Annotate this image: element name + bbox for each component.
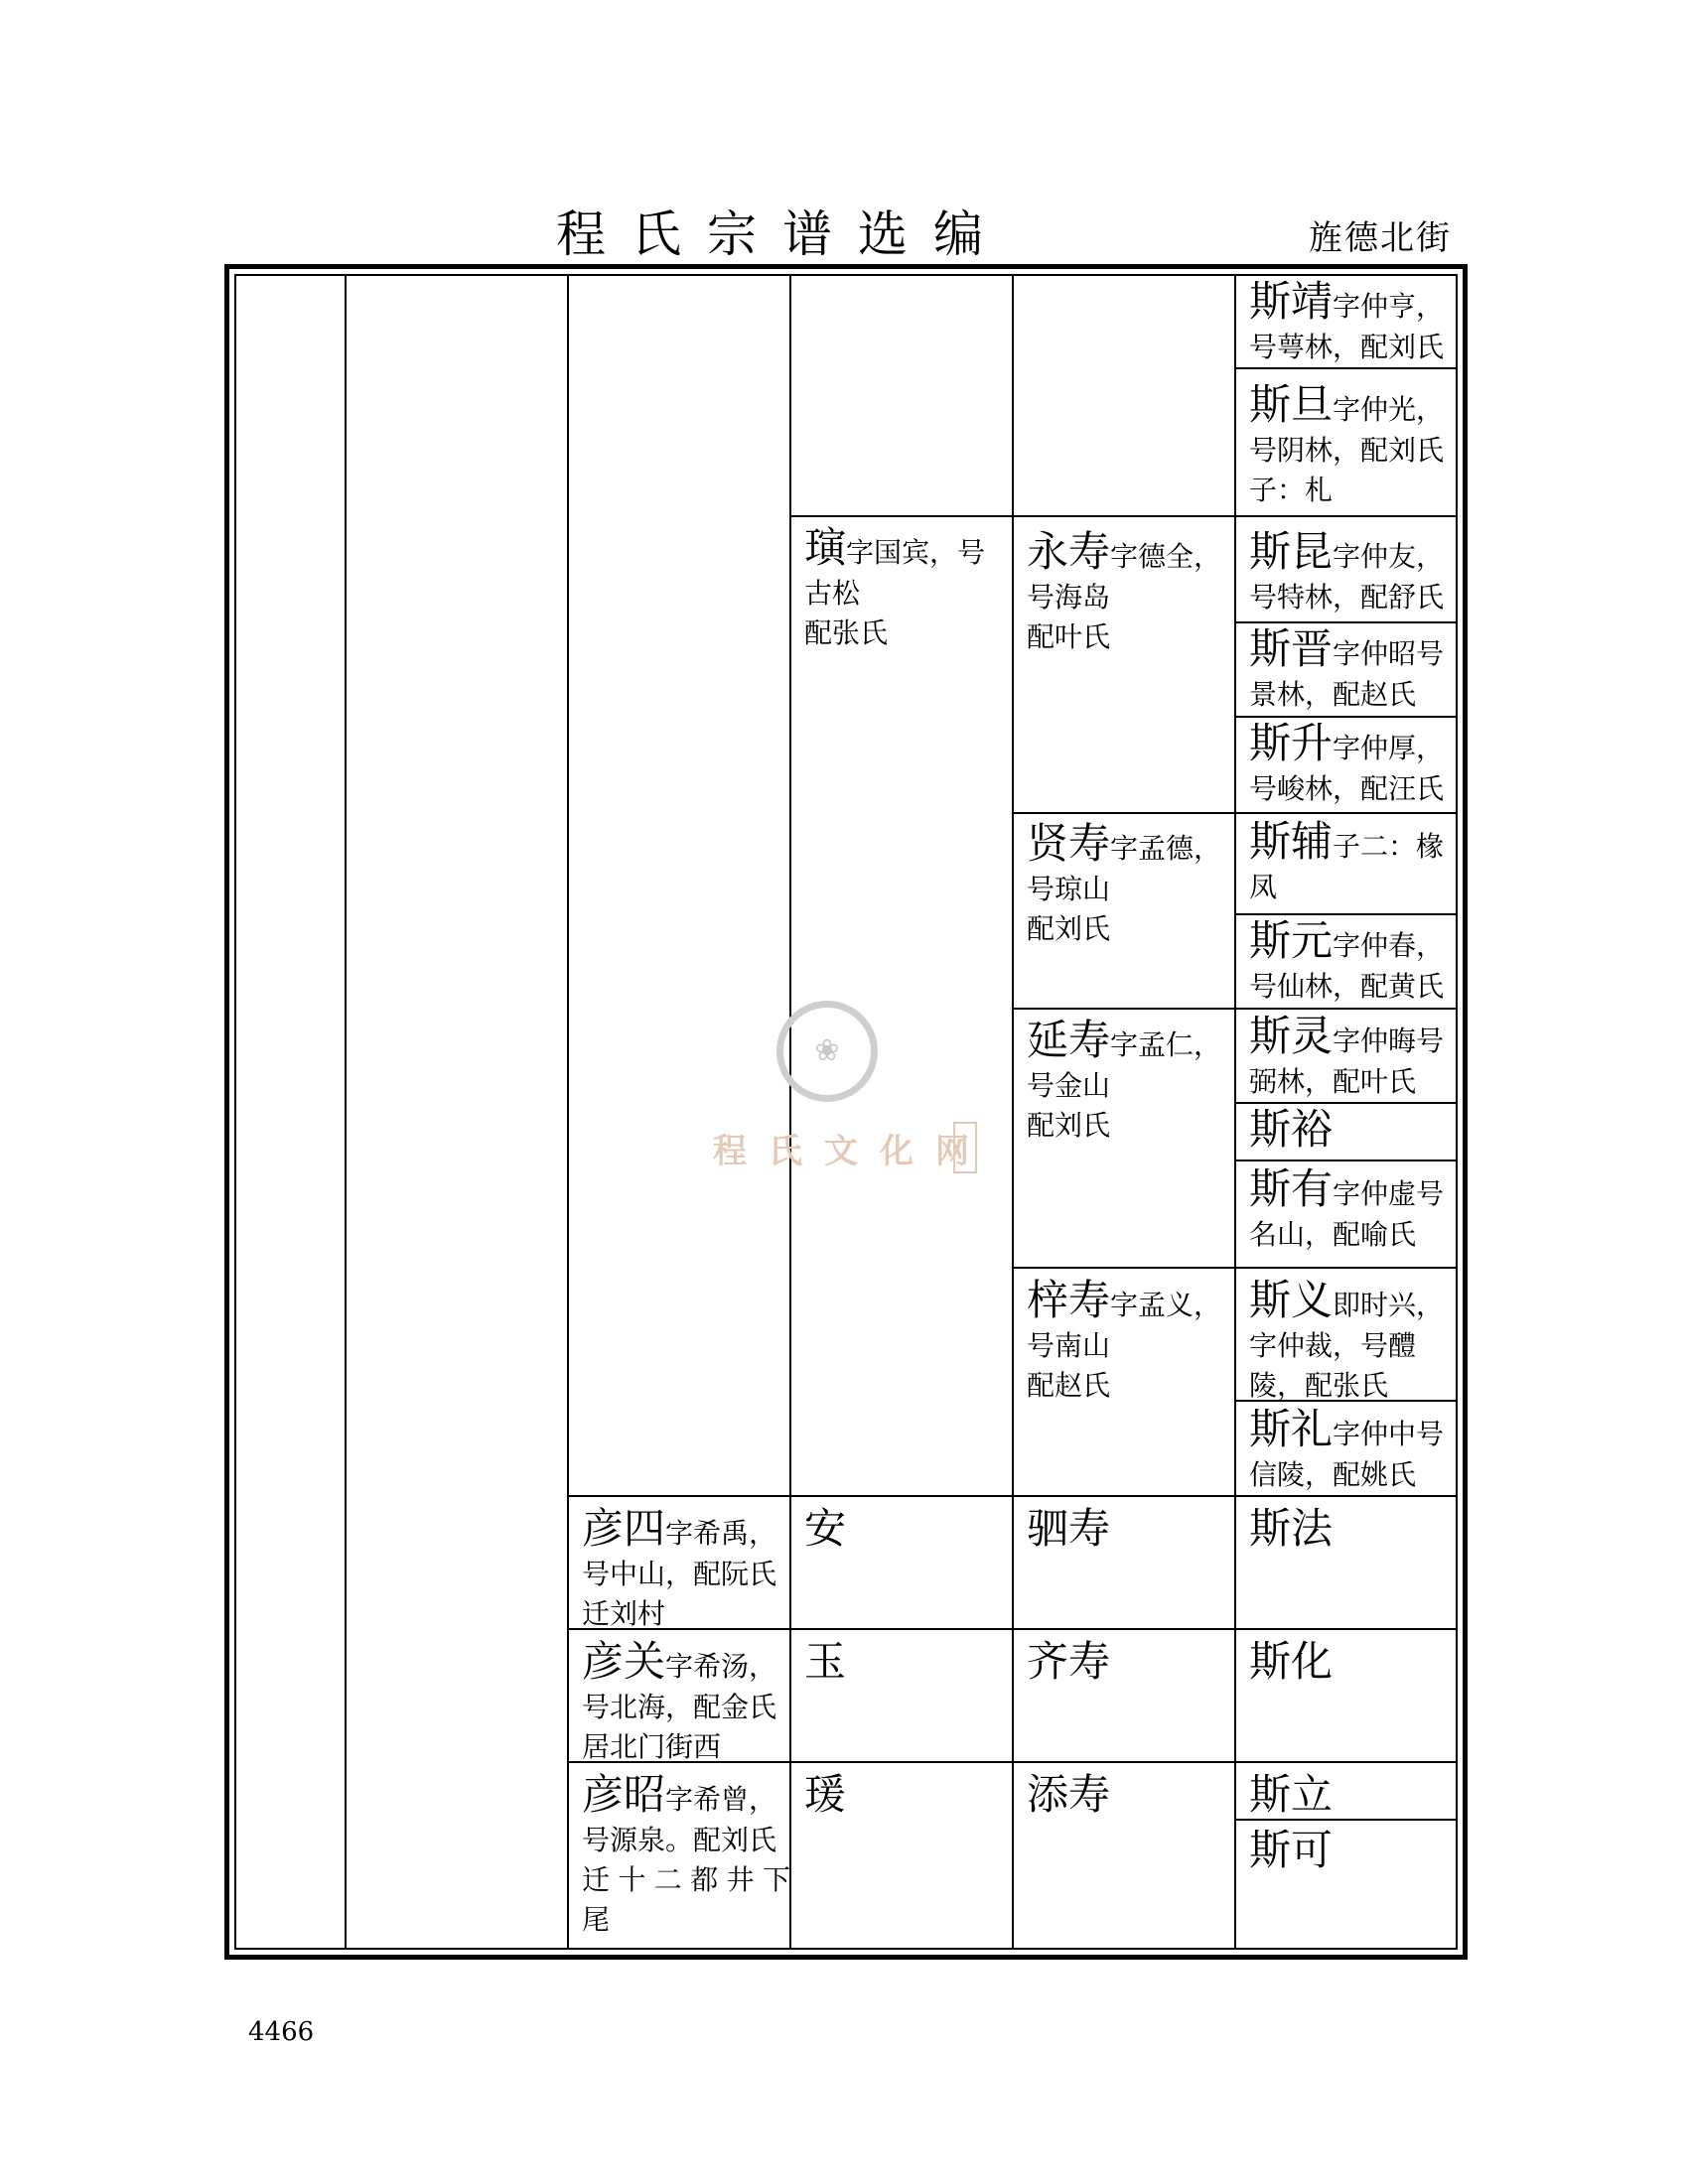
gen5-entry bbox=[1249, 379, 1448, 510]
row-divider bbox=[1012, 1267, 1458, 1269]
person-name: 斯有 bbox=[1249, 1164, 1334, 1213]
person-name: 斯法 bbox=[1249, 1504, 1334, 1553]
person-name: 斯立 bbox=[1249, 1770, 1334, 1819]
page-number: 4466 bbox=[248, 2017, 315, 2047]
column-divider bbox=[567, 274, 569, 1950]
person-note: 字仲春，号仙林，配黄氏 bbox=[1249, 929, 1445, 1003]
person-note: 字仲光，号阴林，配刘氏子：札 bbox=[1249, 393, 1445, 506]
person-name: 斯靖 bbox=[1249, 277, 1334, 326]
person-note: 字孟义， bbox=[1110, 1289, 1222, 1321]
person-note: 迁刘村 bbox=[582, 1597, 666, 1630]
gen3-entry bbox=[804, 1636, 1013, 1688]
watermark-stamp-icon bbox=[953, 1122, 977, 1173]
person-name: 延寿 bbox=[1027, 1016, 1111, 1064]
gen5-entry bbox=[1249, 1011, 1448, 1102]
gen2-entry bbox=[582, 1503, 790, 1634]
gen5-entry bbox=[1249, 1636, 1448, 1688]
person-name: 梓寿 bbox=[1027, 1276, 1111, 1324]
person-note: 字希曾， bbox=[665, 1783, 777, 1816]
person-name: 安 bbox=[804, 1504, 847, 1553]
person-note: 字仲虚号名山，配喻氏 bbox=[1249, 1177, 1445, 1251]
person-note: 字仲亨，号萼林，配刘氏 bbox=[1249, 290, 1445, 363]
gen2-entry bbox=[582, 1636, 790, 1767]
person-note: 字仲晦号弼林，配叶氏 bbox=[1249, 1024, 1445, 1098]
person-note: 配赵氏 bbox=[1027, 1369, 1111, 1402]
person-note: 号源泉。配刘氏 bbox=[582, 1824, 777, 1856]
gen5-entry bbox=[1249, 1769, 1448, 1821]
branch-name: 旌德北街 bbox=[1309, 218, 1452, 258]
gen5-entry bbox=[1249, 1275, 1448, 1406]
gen5-entry bbox=[1249, 718, 1448, 809]
person-note: 号金山 bbox=[1027, 1069, 1111, 1102]
person-name: 璌 bbox=[804, 523, 847, 572]
person-name: 驷寿 bbox=[1027, 1504, 1111, 1553]
person-note: 迁十二都井下 bbox=[582, 1863, 790, 1896]
gen5-entry bbox=[1249, 526, 1448, 617]
gen5-entry bbox=[1249, 1404, 1448, 1495]
person-name: 彦四 bbox=[582, 1504, 666, 1553]
person-note: 字希禹， bbox=[665, 1517, 777, 1550]
gen3-entry bbox=[804, 1503, 1013, 1555]
gen4-entry bbox=[1027, 818, 1235, 949]
person-name: 彦关 bbox=[582, 1637, 666, 1686]
row-divider bbox=[789, 515, 1458, 517]
row-divider bbox=[1012, 1008, 1458, 1010]
person-note: 字仲昭号景林，配赵氏 bbox=[1249, 637, 1445, 711]
person-name: 斯义 bbox=[1249, 1276, 1334, 1324]
person-note: 字孟仁， bbox=[1110, 1028, 1222, 1061]
person-note: 配刘氏 bbox=[1027, 912, 1111, 945]
gen5-entry bbox=[1249, 1503, 1448, 1555]
gen5-entry bbox=[1249, 623, 1448, 715]
person-note: 字孟德， bbox=[1110, 832, 1222, 865]
person-name: 斯旦 bbox=[1249, 380, 1334, 429]
person-name: 斯礼 bbox=[1249, 1405, 1334, 1453]
person-name: 斯可 bbox=[1249, 1826, 1334, 1874]
person-note: 字仲厚，号峻林，配汪氏 bbox=[1249, 732, 1445, 805]
gen4-entry bbox=[1027, 1636, 1235, 1688]
gen3-entry bbox=[804, 1769, 1013, 1821]
row-divider bbox=[1234, 367, 1458, 369]
gen5-entry bbox=[1249, 1163, 1448, 1255]
row-divider bbox=[1012, 812, 1458, 814]
row-divider bbox=[567, 1495, 1458, 1497]
gen4-entry bbox=[1027, 1769, 1235, 1821]
person-note: 字德全， bbox=[1110, 540, 1222, 573]
person-name: 斯升 bbox=[1249, 719, 1334, 767]
person-name: 斯裕 bbox=[1249, 1105, 1334, 1154]
person-note: 号北海，配金氏 bbox=[582, 1691, 777, 1723]
person-name: 玉 bbox=[804, 1637, 847, 1686]
gen5-entry bbox=[1249, 1825, 1448, 1876]
person-name: 斯晋 bbox=[1249, 624, 1334, 673]
person-name: 贤寿 bbox=[1027, 819, 1111, 868]
page-title: 程氏宗谱选编 bbox=[556, 205, 1009, 263]
person-name: 斯昆 bbox=[1249, 527, 1334, 576]
person-note: 号中山，配阮氏 bbox=[582, 1558, 777, 1590]
person-note: 即时兴，字仲裁，号醴陵，配张氏 bbox=[1249, 1289, 1445, 1402]
person-note: 字希汤， bbox=[665, 1650, 777, 1683]
person-name: 永寿 bbox=[1027, 527, 1111, 576]
gen5-entry bbox=[1249, 1104, 1448, 1156]
row-divider bbox=[1234, 1160, 1458, 1161]
gen2-entry bbox=[582, 1769, 790, 1940]
gen5-entry bbox=[1249, 276, 1448, 367]
person-name: 斯辅 bbox=[1249, 817, 1334, 866]
gen4-entry bbox=[1027, 1015, 1235, 1146]
column-divider bbox=[345, 274, 347, 1950]
person-note: 字国宾，号 bbox=[846, 536, 986, 569]
person-name: 瑗 bbox=[804, 1770, 847, 1819]
gen4-entry bbox=[1027, 1275, 1235, 1406]
person-note: 号南山 bbox=[1027, 1329, 1111, 1362]
gen4-entry bbox=[1027, 526, 1235, 657]
person-name: 齐寿 bbox=[1027, 1637, 1111, 1686]
person-name: 斯灵 bbox=[1249, 1012, 1334, 1060]
person-note: 配刘氏 bbox=[1027, 1109, 1111, 1142]
person-note: 号海岛 bbox=[1027, 581, 1111, 614]
seal-stamp-icon: ❀ bbox=[776, 1001, 878, 1102]
person-note: 尾 bbox=[582, 1903, 611, 1936]
person-note: 子二：椽凤 bbox=[1249, 830, 1445, 903]
gen3-entry bbox=[804, 522, 1013, 653]
person-name: 斯化 bbox=[1249, 1637, 1334, 1686]
person-note: 古松 bbox=[804, 577, 861, 610]
person-note: 字仲友，号特林，配舒氏 bbox=[1249, 540, 1445, 614]
person-name: 斯元 bbox=[1249, 916, 1334, 965]
person-note: 居北门街西 bbox=[582, 1730, 722, 1763]
person-name: 彦昭 bbox=[582, 1770, 666, 1819]
person-note: 配叶氏 bbox=[1027, 620, 1111, 653]
gen5-entry bbox=[1249, 816, 1448, 907]
gen4-entry bbox=[1027, 1503, 1235, 1555]
person-note: 配张氏 bbox=[804, 616, 889, 649]
person-name: 添寿 bbox=[1027, 1770, 1111, 1819]
person-note: 字仲中号信陵，配姚氏 bbox=[1249, 1418, 1445, 1491]
watermark-text: 程氏文化网 bbox=[713, 1132, 991, 1171]
gen5-entry bbox=[1249, 915, 1448, 1007]
person-note: 号琼山 bbox=[1027, 873, 1111, 905]
